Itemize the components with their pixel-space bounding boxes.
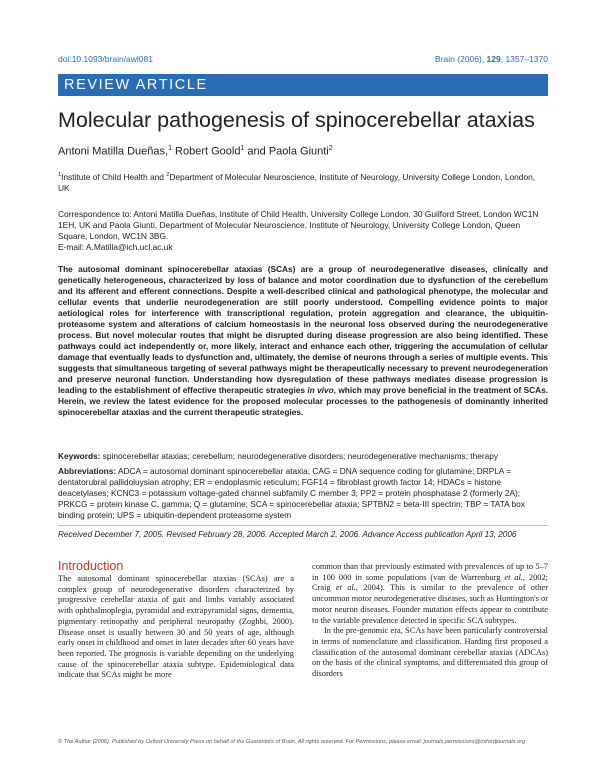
aff-text-2: Department of Molecular Neuroscience, Institute of Neurology, University College London, London, UK: [58, 171, 536, 193]
author-2-sup: 1: [240, 145, 245, 152]
author-2: Robert Goold: [171, 145, 241, 158]
col2-text-b: , 2002; Craig: [312, 572, 549, 593]
author-3: and Paola Giunti: [244, 145, 329, 158]
author-1: Antoni Matilla Dueñas,: [58, 145, 169, 158]
author-list: [58, 145, 333, 158]
col2-text-c: , 2004). This is similar to the prevalence of other uncommon motor neurodegenerative diseases, such as Huntington's or motor neuron diseases. Founder mutation effects appear to contribute to the variable prevalence detected in specific SCA subtypes.: [312, 583, 548, 625]
abbreviations-text: ADCA = autosomal dominant spinocerebellar ataxia; CAG = DNA sequence coding for glutamine; DRPLA = dentatorubral pallidoluysian atrophy; ER = endoplasmic reticulum; FGF14 = fibroblast growth factor 14; HDACs = histone deacetylases; KCNC3 = potassium voltage-gated channel subfamily C member 3; PP2 = protein phosphatase 2 (formerly 2A); PRKCG = protein kinase C, gamma; Q = glutamine; SCA = spinocerebellar ataxia; SPTBN2 = beta-III spectrin; TBP = TATA box binding protein; UPS = ubiquitin-dependent proteasome system: [58, 466, 525, 520]
aff-sup-2: 2: [166, 172, 170, 178]
copyright-footer: © The Author (2006). Published by Oxford University Press on behalf of the Guarantors of Brain. All rights reserved. For Permissions, please email: journals.permissions@oxfordjournals.org: [58, 739, 526, 745]
keywords-text: spinocerebellar ataxias; cerebellum; neurodegenerative disorders; neurodegenerative mechanisms; therapy: [100, 451, 498, 461]
intro-paragraph-2: In the pre-genomic era, SCAs have been particularly controversial in terms of nomenclature and classification. Harding first proposed a classification of the autosomal dominant cerebellar ataxias (ADCAs) on the basis of the clinical symptoms, and differentiated this group of disorders: [312, 626, 548, 679]
col2-text-a: common than that previously estimated with prevalences of up to 5–7 in 100 000 in some populations (van de Warrenburg: [312, 562, 548, 582]
col2-etal-1: et al.: [504, 572, 523, 582]
col2-etal-2: et al.: [335, 583, 356, 593]
received-dates: Received December 7, 2005. Revised February 28, 2006. Accepted March 2, 2006. Advance Access publication April 13, 2006: [58, 530, 517, 539]
abbreviations-label: Abbreviations:: [58, 466, 117, 476]
intro-paragraph-1-cont: [312, 562, 548, 626]
intro-heading: Introduction: [58, 559, 124, 573]
citation-prefix: Brain (2006),: [435, 54, 487, 64]
author-3-sup: 2: [328, 145, 333, 152]
abstract-italic: in vivo: [307, 385, 334, 395]
divider: [58, 525, 548, 526]
aff-sup-1: 1: [58, 172, 62, 178]
correspondence: [58, 209, 548, 253]
journal-citation: [435, 54, 548, 64]
citation-volume: 129: [486, 54, 501, 64]
aff-text-1: Institute of Child Health and: [61, 171, 167, 182]
keywords: [58, 451, 548, 462]
abstract-part-2: , which may prove beneficial in the treatment of SCAs. Herein, we review the latest evidence for the proposed molecular processes to the pathogenesis of dominantly inherited spinocerebellar ataxias and the current therapeutic strategies.: [58, 385, 549, 417]
article-title: Molecular pathogenesis of spinocerebellar ataxias: [58, 108, 535, 132]
abstract: [58, 264, 548, 418]
affiliations: [58, 170, 548, 194]
citation-pages: , 1357–1370: [500, 54, 548, 64]
intro-column-left: [58, 574, 294, 681]
keywords-label: Keywords:: [58, 451, 101, 461]
intro-column-right: [312, 562, 548, 680]
abbreviations: [58, 466, 548, 521]
abstract-part-1: The autosomal dominant spinocerebellar ataxias (SCAs) are a group of neurodegenerative diseases, clinically and genetically heterogeneous, characterized by loss of balance and motor coordination due to dysfunction of the cerebellum and its afferent and efferent connections. Despite a well-described clinical and pathological phenotype, the molecular and cellular events that underlie neurodegeneration are still poorly understood. Compelling evidence points to major aetiological roles for interference with transcriptional regulation, protein aggregation and clearance, the ubiquitin-proteasome system and alterations of calcium homeostasis in the neuronal loss observed during the neurodegenerative process. But novel molecular routes that might be disrupted during disease progression are also being identified. These pathways could act independently or, more likely, interact and enhance each other, triggering the accumulation of cellular damage that eventually leads to dysfunction and, ultimately, the demise of neurons through a series of multiple events. This suggests that simultaneous targeting of several pathways might be therapeutically necessary to prevent neurodegeneration and preserve neuronal function. Understanding how dysregulation of these pathways mediates disease progression is leading to the establishment of effective therapeutic strategies: [58, 264, 548, 395]
doi[interactable]: doi:10.1093/brain/awl081: [58, 54, 153, 64]
section-banner: REVIEW ARTICLE: [58, 74, 548, 96]
correspondence-address: Correspondence to: Antoni Matilla Dueñas, Institute of Child Health, University College London, 30 Guilford Street, London WC1N 1EH, UK and Paola Giunti, Department of Molecular Neuroscience, Institute of Neurology, University College London, Queen Square, London, WC1N 3BG.: [58, 209, 539, 241]
intro-paragraph-1: The autosomal dominant spinocerebellar ataxias (SCAs) are a complex group of neurodegenerative disorders characterized by progressive cerebellar ataxia of gait and limbs variably associated with ophthalmoplegia, pyramidal and extrapyramidal signs, dementia, pigmentary retinopathy and peripheral neuropathy (Zoghbi, 2000). Disease onset is usually between 30 and 50 years of age, although early onset in childhood and onset in later decades after 60 years have been reported. The prognosis is variable depending on the underlying cause of the spinocerebellar ataxia subtype. Epidemiological data indicate that SCAs might be more: [58, 574, 294, 680]
correspondence-email[interactable]: E-mail: A.Matilla@ich.ucl.ac.uk: [58, 242, 173, 252]
author-1-sup: 1: [168, 145, 172, 152]
